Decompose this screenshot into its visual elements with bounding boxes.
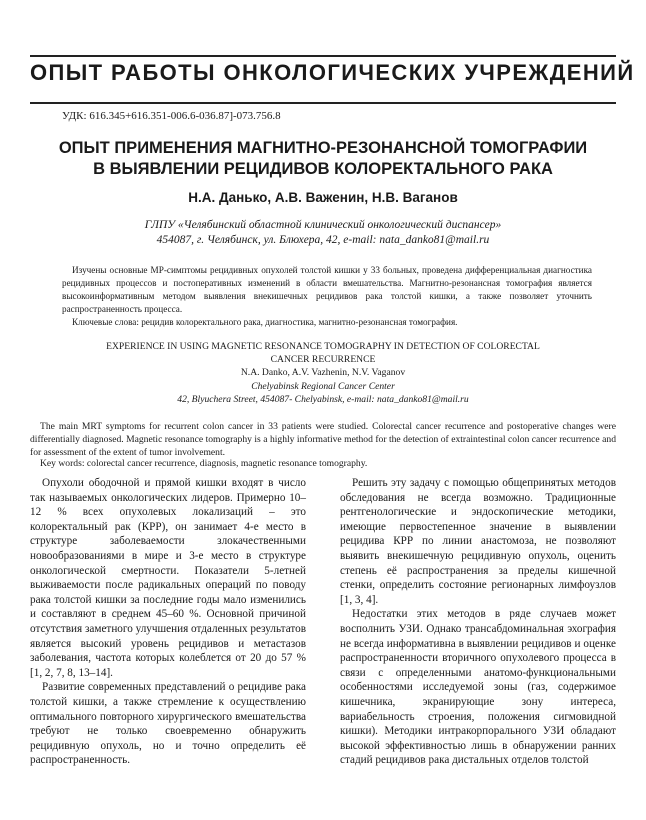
keywords-ru: Ключевые слова: рецидив колоректального рака, диагностика, магнитно-резонансная томография. (72, 317, 458, 327)
body-paragraph: Развитие современных представлений о рецидиве рака толстой кишки, а также стремление к осуществлению оптимального повторного хирургического вмешательства требуют не только своевременно обнаружить рецидивную опухоль, но и точно определить её распространенность. (30, 681, 306, 767)
body-paragraph: Решить эту задачу с помощью общепринятых методов обследования не всегда возможно. Традиционные рентгенологические и эндоскопические методики, имеющие первостепенное значение в выявлении рецидива КРР по линии анастомоза, не позволяют выявить внекишечную рецидивную опухоль, оценить степень её распространения за пределы кишечной стенки, определить состояние регионарных лимфоузлов [1, 3, 4]. (340, 477, 616, 606)
abstract-en-text: The main MRT symptoms for recurrent colon cancer in 33 patients were studied. Colorectal cancer recurrence and postoperative changes were differentially diagnosed. Magnetic resonance tomography is a highly informative method for the detection of extraintestinal colon cancer recurrence and for assessment of the extent of tumor involvement. (30, 421, 616, 458)
affiliation-line2: 454087, г. Челябинск, ул. Блюхера, 42, e-mail: nata_danko81@mail.ru (156, 234, 490, 246)
abstract-en (30, 420, 616, 459)
english-affiliation-line2: 42, Blyuchera Street, 454087- Chelyabinsk, e-mail: nata_danko81@mail.ru (177, 394, 469, 405)
body-paragraph: Недостатки этих методов в ряде случаев может восполнить УЗИ. Однако трансабдоминальная эхография не всегда информативна в выявлении рецидивов и оценке распространенности вторичного опухолевого процесса в связи с определенными анатомо-функциональными особенностями исследуемой зоны (газ, содержимое кишечника, экранирующие зону интереса, вариабельность строения, положения сигмовидной кишки). Методики интракорпорального УЗИ обладают высокой эффективностью лишь в обнаружении ранних стадий рецидивов рака дистальных отделов толстой (340, 608, 616, 767)
keywords-en: Key words: colorectal cancer recurrence, diagnosis, magnetic resonance tomography. (40, 458, 368, 469)
udc-code: УДК: 616.345+616.351-006.6-036.87]-073.756.8 (62, 110, 281, 122)
article-title-line2: В ВЫЯВЛЕНИИ РЕЦИДИВОВ КОЛОРЕКТАЛЬНОГО РАКА (93, 160, 553, 178)
authors: Н.А. Данько, А.В. Важенин, Н.В. Ваганов (188, 190, 458, 205)
body-paragraph: Опухоли ободочной и прямой кишки входят в число так называемых онкологических лидеров. Примерно 10–12 % всех опухолевых локализаций – это колоректальный рак (КРР), он занимает 4-е место в структуре заболеваемости злокачественными новообразованиями в мире и 3-е место в структуре онкологической смертности. Показатели 5-летней выживаемости после радикальных операций по поводу рака толстой кишки за последние годы мало изменились и составляют в среднем 45–60 %. Основной причиной отсутствия заметного улучшения отдаленных результатов является высокий уровень рецидивов и метастазов заболевания, частота которых колеблется от 20 до 57 % [1, 2, 7, 8, 13–14]. (30, 477, 306, 679)
english-affiliation (30, 380, 616, 406)
english-title-line2: CANCER RECURRENCE (270, 354, 376, 365)
affiliation-line1: ГЛПУ «Челябинский областной клинический онкологический диспансер» (144, 219, 502, 231)
abstract-ru (62, 264, 592, 316)
body-column-right (340, 476, 616, 768)
section-title: ОПЫТ РАБОТЫ ОНКОЛОГИЧЕСКИХ УЧРЕЖДЕНИЙ (30, 60, 635, 85)
header-rule-top (30, 55, 616, 57)
english-title-line1: EXPERIENCE IN USING MAGNETIC RESONANCE TOMOGRAPHY IN DETECTION OF COLORECTAL (106, 341, 540, 352)
english-authors: N.A. Danko, A.V. Vazhenin, N.V. Vaganov (240, 367, 406, 378)
body-column-left (30, 476, 306, 768)
header-rule-bottom (30, 102, 616, 104)
abstract-ru-text: Изучены основные МР-симптомы рецидивных опухолей толстой кишки у 33 больных, проведена дифференциальная диагностика рецидивных процессов и постоперативных изменений в области вмешательства. Магнитно-резонансная томография является высокоинформативным методом выявления внекишечных рецидивов рака толстой кишки, а также позволяет уточнить распространенность процесса. (62, 265, 592, 314)
english-affiliation-line1: Chelyabinsk Regional Cancer Center (251, 381, 395, 392)
english-title (80, 340, 566, 366)
article-title (30, 138, 616, 180)
article-title-line1: ОПЫТ ПРИМЕНЕНИЯ МАГНИТНО-РЕЗОНАНСНОЙ ТОМОГРАФИИ (58, 139, 588, 157)
affiliation (30, 218, 616, 248)
